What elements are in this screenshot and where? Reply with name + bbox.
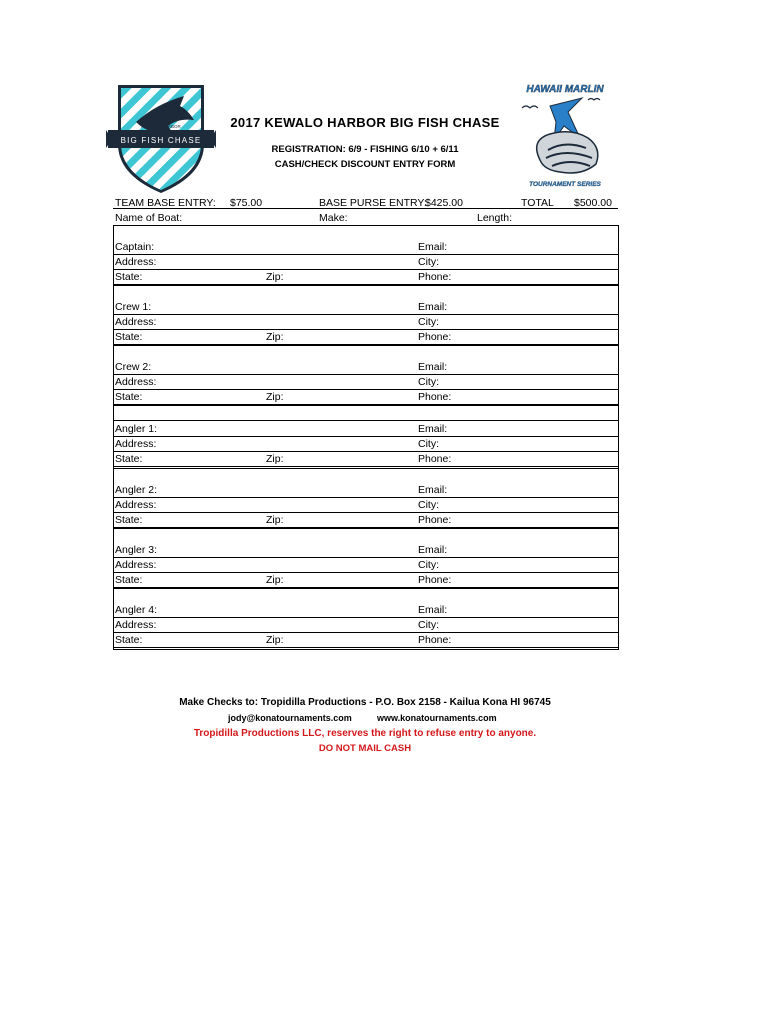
angler-1-state-label: State: — [115, 453, 143, 465]
captain-phone-label: Phone: — [418, 271, 452, 283]
form-subtitle: CASH/CHECK DISCOUNT ENTRY FORM — [274, 159, 456, 170]
crew-2-label: Crew 2: — [115, 361, 152, 373]
angler-2-city-label: City: — [418, 499, 439, 511]
form-row-divider — [113, 649, 618, 650]
crew-2-phone-label: Phone: — [418, 391, 452, 403]
base-purse-entry-label: BASE PURSE ENTRY: — [319, 197, 427, 209]
crew-1-zip-label: Zip: — [266, 331, 284, 343]
form-row-divider — [113, 254, 618, 255]
captain-label: Captain: — [115, 241, 155, 253]
captain-zip-label: Zip: — [266, 271, 284, 283]
form-row-divider — [113, 269, 618, 270]
angler-3-address-label: Address: — [115, 559, 157, 571]
registration-dates: REGISTRATION: 6/9 - FISHING 6/10 + 6/11 — [271, 144, 459, 155]
form-row-divider — [113, 285, 618, 286]
angler-1-phone-label: Phone: — [418, 453, 452, 465]
form-row-divider — [113, 405, 618, 406]
angler-2-state-label: State: — [115, 514, 143, 526]
form-row-divider — [113, 389, 618, 390]
crew-1-phone-label: Phone: — [418, 331, 452, 343]
angler-4-address-label: Address: — [115, 619, 157, 631]
angler-2-zip-label: Zip: — [266, 514, 284, 526]
form-row-divider — [113, 451, 618, 452]
angler-4-city-label: City: — [418, 619, 439, 631]
angler-4-label: Angler 4: — [115, 604, 158, 616]
base-purse-entry-value: $425.00 — [425, 197, 463, 209]
angler-1-label: Angler 1: — [115, 423, 158, 435]
form-row-divider — [113, 617, 618, 618]
form-row-divider — [113, 528, 618, 529]
angler-1-city-label: City: — [418, 438, 439, 450]
form-row-divider — [113, 572, 618, 573]
angler-2-label: Angler 2: — [115, 484, 158, 496]
captain-email-label: Email: — [418, 241, 448, 253]
captain-city-label: City: — [418, 256, 439, 268]
crew-1-label: Crew 1: — [115, 301, 152, 313]
form-row-divider — [113, 374, 618, 375]
crew-1-state-label: State: — [115, 331, 143, 343]
form-row-divider — [113, 225, 618, 226]
form-row-divider — [113, 329, 618, 330]
team-base-entry-value: $75.00 — [230, 197, 263, 209]
form-row-divider — [113, 588, 618, 589]
crew-2-state-label: State: — [115, 391, 143, 403]
form-row-divider — [113, 557, 618, 558]
angler-1-address-label: Address: — [115, 438, 157, 450]
crew-2-email-label: Email: — [418, 361, 448, 373]
boat-length-label: Length: — [477, 212, 513, 224]
crew-1-address-label: Address: — [115, 316, 157, 328]
angler-4-phone-label: Phone: — [418, 634, 452, 646]
form-title: 2017 KEWALO HARBOR BIG FISH CHASE — [230, 115, 500, 130]
form-row-divider — [113, 512, 618, 513]
team-base-entry-label: TEAM BASE ENTRY: — [115, 197, 216, 209]
form-row-divider — [113, 632, 618, 633]
form-row-divider — [113, 345, 618, 346]
svg-text:KEWALO HARBOR: KEWALO HARBOR — [141, 124, 181, 129]
total-label: TOTAL — [521, 197, 554, 209]
angler-3-email-label: Email: — [418, 544, 448, 556]
angler-1-email-label: Email: — [418, 423, 448, 435]
svg-text:HAWAII MARLIN: HAWAII MARLIN — [526, 84, 604, 95]
hawaii-marlin-logo — [510, 78, 620, 190]
big-fish-chase-logo — [106, 84, 216, 194]
form-row-divider — [113, 466, 618, 467]
form-row-divider — [113, 208, 618, 209]
angler-2-phone-label: Phone: — [418, 514, 452, 526]
do-not-mail-cash: DO NOT MAIL CASH — [318, 743, 412, 754]
angler-2-address-label: Address: — [115, 499, 157, 511]
angler-3-state-label: State: — [115, 574, 143, 586]
boat-name-label: Name of Boat: — [115, 212, 183, 224]
form-row-divider — [113, 420, 618, 421]
make-checks-to: Make Checks to: Tropidilla Productions - P.O. Box 2158 - Kailua Kona HI 96745 — [179, 697, 551, 708]
angler-1-zip-label: Zip: — [266, 453, 284, 465]
website-link[interactable]: www.konatournaments.com — [377, 713, 497, 723]
angler-3-city-label: City: — [418, 559, 439, 571]
crew-1-city-label: City: — [418, 316, 439, 328]
svg-text:BIG FISH CHASE: BIG FISH CHASE — [120, 136, 202, 145]
crew-2-address-label: Address: — [115, 376, 157, 388]
svg-text:TOURNAMENT SERIES: TOURNAMENT SERIES — [529, 181, 601, 188]
total-value: $500.00 — [574, 197, 612, 209]
angler-3-label: Angler 3: — [115, 544, 158, 556]
form-border — [618, 225, 619, 650]
crew-1-email-label: Email: — [418, 301, 448, 313]
angler-3-phone-label: Phone: — [418, 574, 452, 586]
crew-2-city-label: City: — [418, 376, 439, 388]
angler-2-email-label: Email: — [418, 484, 448, 496]
refuse-entry-notice: Tropidilla Productions LLC, reserves the right to refuse entry to anyone. — [193, 728, 537, 739]
captain-state-label: State: — [115, 271, 143, 283]
form-row-divider — [113, 497, 618, 498]
boat-make-label: Make: — [319, 212, 348, 224]
contact-email[interactable]: jody@konatournaments.com — [228, 713, 352, 723]
angler-3-zip-label: Zip: — [266, 574, 284, 586]
form-row-divider — [113, 314, 618, 315]
form-row-divider — [113, 436, 618, 437]
form-row-divider — [113, 647, 618, 648]
captain-address-label: Address: — [115, 256, 157, 268]
crew-2-zip-label: Zip: — [266, 391, 284, 403]
form-row-divider — [113, 468, 618, 469]
angler-4-state-label: State: — [115, 634, 143, 646]
angler-4-zip-label: Zip: — [266, 634, 284, 646]
angler-4-email-label: Email: — [418, 604, 448, 616]
